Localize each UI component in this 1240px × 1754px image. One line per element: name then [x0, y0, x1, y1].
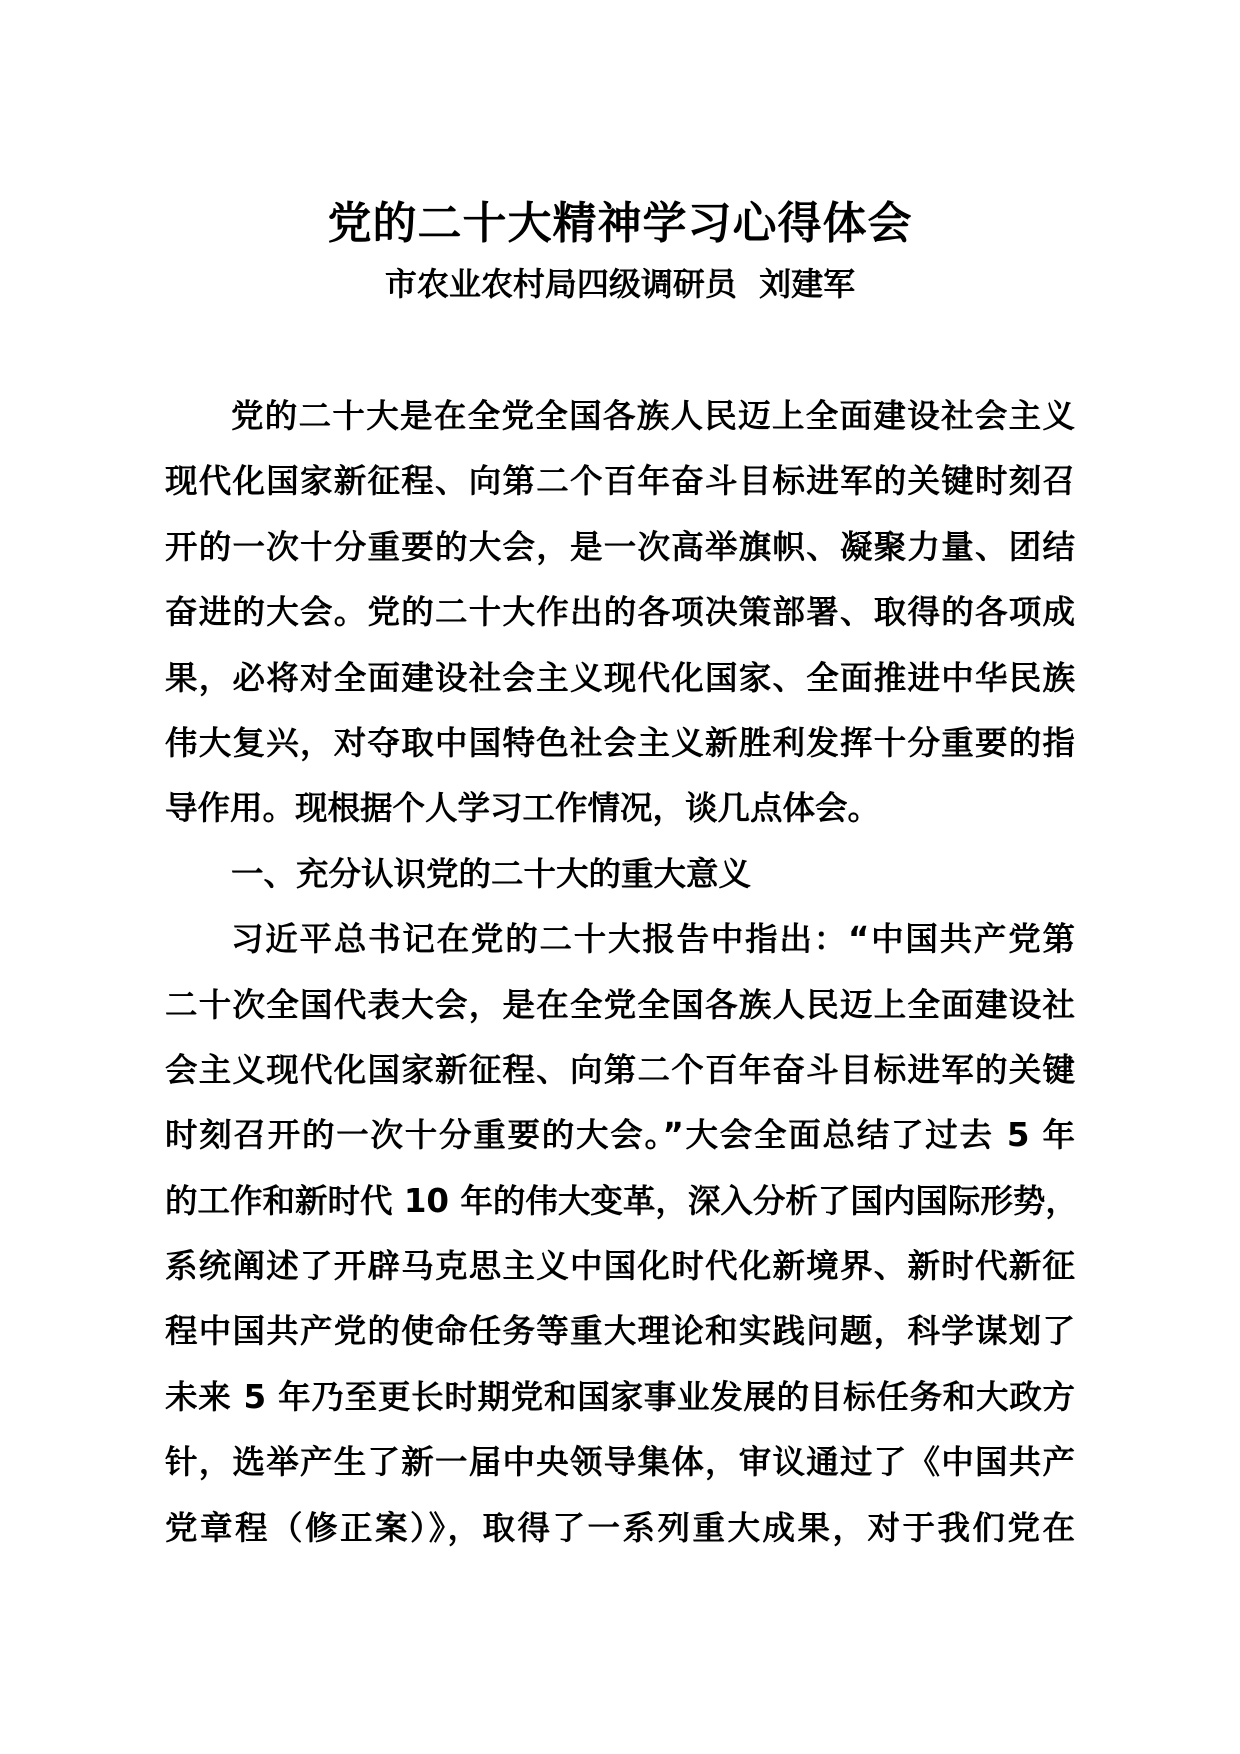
paragraph-line: 党的二十大是在全党全国各族人民迈上全面建设社会主义 — [231, 397, 1075, 435]
paragraph-line: 系统阐述了开辟马克思主义中国化时代化新境界、新时代新征 — [165, 1247, 1075, 1286]
paragraph-line: 时刻召开的一次十分重要的大会。”大会全面总结了过去 5 年 — [165, 1116, 1075, 1155]
paragraph-line: 会主义现代化国家新征程、向第二个百年奋斗目标进军的关键 — [165, 1050, 1075, 1089]
document-body — [165, 384, 1078, 1561]
paragraph-line: 的工作和新时代 10 年的伟大变革，深入分析了国内国际形势， — [165, 1181, 1078, 1220]
paragraph-line: 伟大复兴，对夺取中国特色社会主义新胜利发挥十分重要的指 — [165, 723, 1075, 762]
paragraph-line: 果，必将对全面建设社会主义现代化国家、全面推进中华民族 — [165, 658, 1075, 697]
document-title: 党的二十大精神学习心得体会 — [327, 198, 913, 249]
paragraph-line: 二十次全国代表大会，是在全党全国各族人民迈上全面建设社 — [165, 985, 1075, 1024]
paragraph-line: 针，选举产生了新一届中央领导集体，审议通过了《中国共产 — [165, 1443, 1075, 1482]
section-heading: 一、充分认识党的二十大的重大意义 — [231, 854, 752, 893]
paragraph-line: 党章程（修正案）》，取得了一系列重大成果，对于我们党在 — [165, 1508, 1075, 1547]
paragraph-line: 未来 5 年乃至更长时期党和国家事业发展的目标任务和大政方 — [165, 1377, 1075, 1416]
paragraph-line: 奋进的大会。党的二十大作出的各项决策部署、取得的各项成 — [165, 593, 1075, 632]
paragraph-line: 习近平总书记在党的二十大报告中指出：“中国共产党第 — [231, 920, 1075, 959]
paragraph-line: 开的一次十分重要的大会，是一次高举旗帜、凝聚力量、团结 — [165, 527, 1075, 566]
paragraph-line: 导作用。现根据个人学习工作情况，谈几点体会。 — [165, 789, 881, 828]
author-line: 市农业农村局四级调研员 刘建军 — [384, 265, 856, 303]
paragraph-line: 程中国共产党的使命任务等重大理论和实践问题，科学谋划了 — [165, 1312, 1075, 1351]
paragraph-line: 现代化国家新征程、向第二个百年奋斗目标进军的关键时刻召 — [165, 462, 1075, 501]
